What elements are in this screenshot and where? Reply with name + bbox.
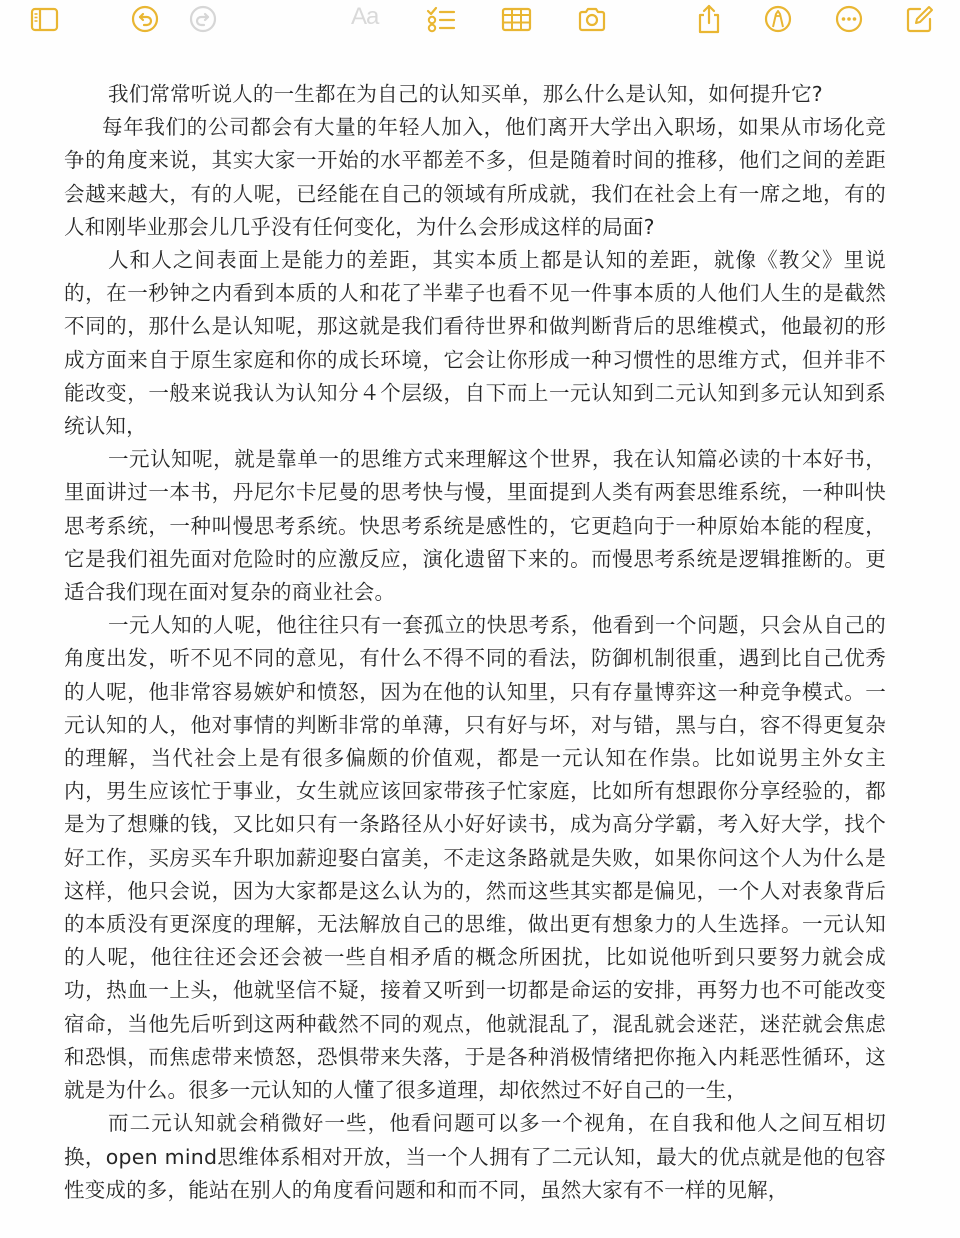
note-paragraph: 一元认知呢，就是靠单一的思维方式来理解这个世界，我在认知篇必读的十本好书，里面讲过一本书，丹尼尔卡尼曼的思考快与慢，里面提到人类有两套思维系统，一种叫快思考系统，一种叫慢思考系统。快思考系统是感性的，它更趋向于一种原始本能的程度，它是我们祖先面对危险时的应激反应，演化遗留下来的。而慢思考系统是逻辑推断的。更适合我们现在面对复杂的商业社会。 — [64, 447, 886, 605]
markup-button[interactable] — [761, 2, 795, 36]
camera-icon — [577, 4, 607, 34]
note-paragraph: 而二元认知就会稍微好一些，他看问题可以多一个视角，在自我和他人之间互相切换，open mind思维体系相对开放，当一个人拥有了二元认知，最大的优点就是他的包容性变成的多，能站在别人的角度看问题和和而不同，虽然大家有不一样的见解， — [64, 1111, 886, 1202]
more-button[interactable] — [832, 2, 866, 36]
note-paragraph: 一元人知的人呢，他往往只有一套孤立的快思考系，他看到一个问题，只会从自己的角度出发，听不见不同的意见，有什么不得不同的看法，防御机制很重，遇到比自己优秀的人呢，他非常容易嫉妒和愤怒，因为在他的认知里，只有存量博弈这一种竞争模式。一元认知的人，他对事情的判断非常的单薄，只有好与坏，对与错，黑与白，容不得更复杂的理解，当代社会上是有很多偏颇的价值观，都是一元认知在作祟。比如说男主外女主内，男生应该忙于事业，女生就应该回家带孩子忙家庭，比如所有想跟你分享经验的，都是为了想赚的钱，又比如只有一条路径从小好好读书，成为高分学霸，考入好大学，找个好工作，买房买车升职加薪迎娶白富美，不走这条路就是失败，如果你问这个人为什么是这样，他只会说，因为大家都是这么认为的，然而这些其实都是偏见，一个人对表象背后的本质没有更深度的理解，无法解放自己的思维，做出更有想象力的人生选择。一元认知的人呢，他往往还会还会被一些自相矛盾的概念所困扰，比如说他听到只要努力就会成功，热血一上头，他就坚信不疑，接着又听到一切都是命运的安排，再努力也不可能改变宿命，当他先后听到这两种截然不同的观点，他就混乱了，混乱就会迷茫，迷茫就会焦虑和恐惧，而焦虑带来愤怒，恐惧带来失落，于是各种消极情绪把你拖入内耗恶性循环，这就是为什么。很多一元认知的人懂了很多道理，却依然过不好自己的一生， — [64, 613, 886, 1103]
compose-button[interactable] — [902, 2, 936, 36]
format-text-button[interactable]: Aa — [351, 3, 379, 30]
more-icon — [834, 4, 864, 34]
sidebar-icon — [29, 4, 59, 34]
note-paragraph: 每年我们的公司都会有大量的年轻人加入，他们离开大学出入职场，如果从市场化竞争的角度来说，其实大家一开始的水平都差不多，但是随着时间的推移，他们之间的差距会越来越大，有的人呢，已经能在自己的领域有所成就，我们在社会上有一席之地，有的人和刚毕业那会儿几乎没有任何变化，为什么会形成这样的局面? — [64, 115, 886, 239]
undo-icon — [130, 4, 160, 34]
table-icon — [501, 4, 531, 34]
camera-button[interactable] — [575, 2, 609, 36]
undo-button[interactable] — [128, 2, 162, 36]
checklist-icon — [426, 4, 456, 34]
checklist-button[interactable] — [424, 2, 458, 36]
compose-icon — [904, 4, 934, 34]
note-toolbar — [0, 0, 960, 40]
note-paragraph: 我们常常听说人的一生都在为自己的认知买单，那么什么是认知，如何提升它? — [108, 82, 823, 106]
note-body[interactable] — [64, 78, 886, 1207]
redo-icon — [188, 4, 218, 34]
share-icon — [694, 4, 724, 34]
table-button[interactable] — [499, 2, 533, 36]
share-button[interactable] — [692, 2, 726, 36]
redo-button[interactable] — [186, 2, 220, 36]
note-paragraph: 人和人之间表面上是能力的差距，其实本质上都是认知的差距，就像《教父》里说的，在一秒钟之内看到本质的人和花了半辈子也看不见一件事本质的人他们人生的是截然不同的，那什么是认知呢，那这就是我们看待世界和做判断背后的思维模式，他最初的形成方面来自于原生家庭和你的成长环境，它会让你形成一种习惯性的思维方式，但并非不能改变，一般来说我认为认知分４个层级，自下而上一元认知到二元认知到多元认知到系统认知， — [64, 248, 886, 439]
sidebar-button[interactable] — [27, 2, 61, 36]
markup-icon — [763, 4, 793, 34]
